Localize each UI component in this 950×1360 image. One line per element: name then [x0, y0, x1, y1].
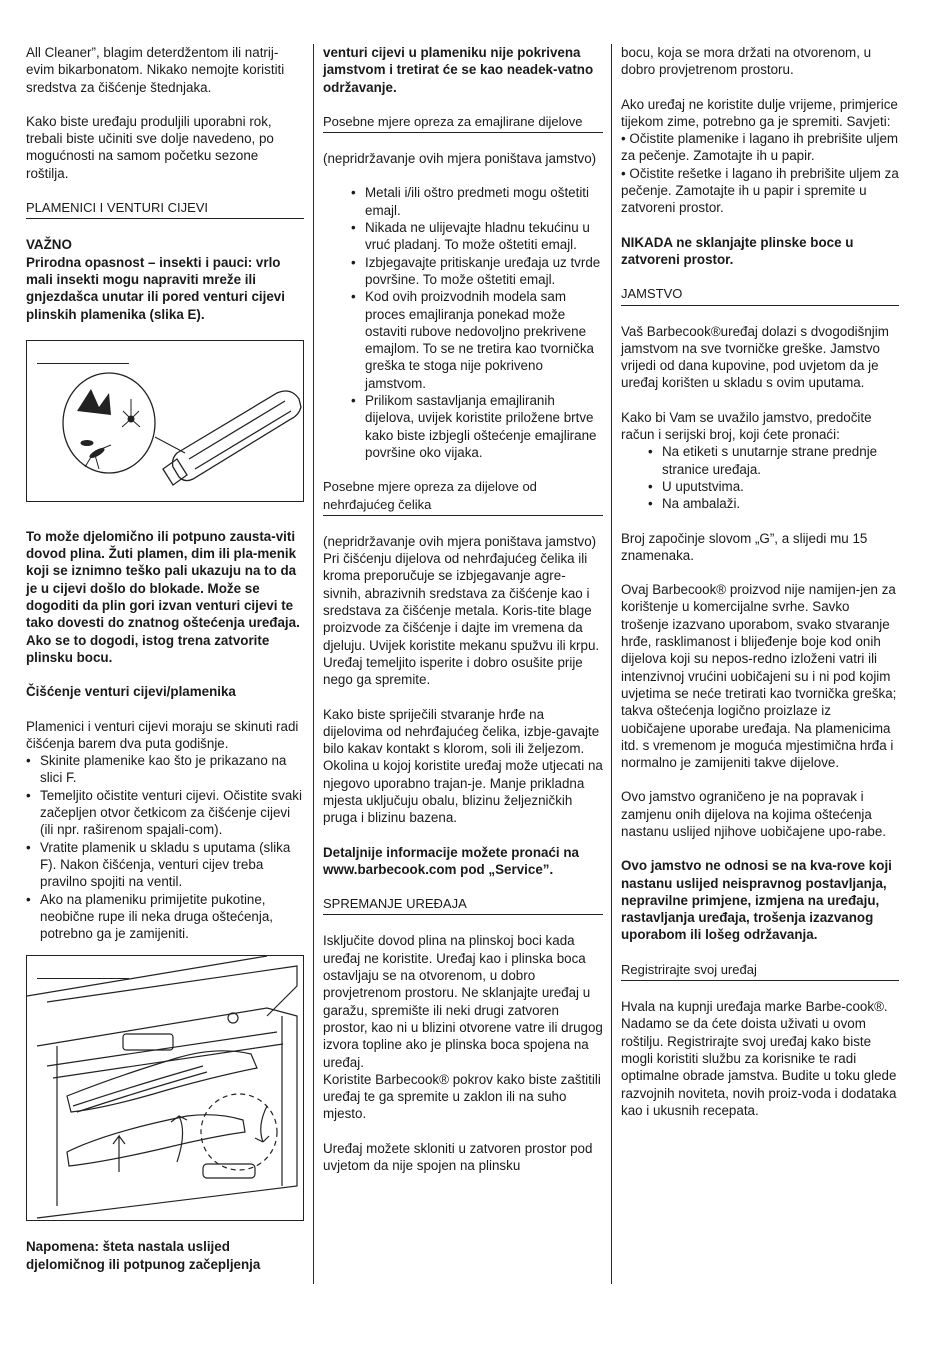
list-item: • Vratite plamenik u skladu s uputama (slika F). Nakon čišćenja, venturi cijev treba pravilno spojiti na ventil.: [26, 839, 304, 891]
important-label: VAŽNO: [26, 237, 72, 253]
cleaning-heading: Čišćenje venturi cijevi/plamenika: [26, 684, 236, 700]
list-item: • Nikada ne ulijevajte hladnu tekućinu u vruć pladanj. To može oštetiti emajl.: [323, 219, 603, 254]
burner-removal-illustration: [27, 956, 304, 1220]
storage-text-2: Uređaj možete skloniti u zatvoren prostor pod uvjetom da nije spojen na plinsku: [323, 1140, 593, 1174]
list-item: • Na etiketi s unutarnje strane prednje stranice uređaja.: [621, 443, 899, 478]
storage-text: Isključite dovod plina na plinskoj boci kada uređaj ne koristite. Uređaj kao i plinska boca ostavljaju se na otvorenom, u dobro provjetrenom prostoru. Ne sklanjajte uređaj u garažu, spremište ili neki drugi zatvoren prostor, kao ni u blizini otvorene vatre ili drugog izvora topline ako je plinska boca spojena na uređaj. Koristite Barbecook® pokrov kako biste zaštitili uređaj te ga spremite u zaklon ili na suho mjesto.: [323, 933, 603, 1122]
more-info-text: Detaljnije informacije možete pronaći na www.barbecook.com pod „Service”.: [323, 844, 579, 877]
mosquito-icon: [81, 440, 111, 469]
list-item: • Temeljito očistite venturi cijevi. Očistite svaki začepljen otvor četkicom za čišćenje cijevi (ili npr. raširenom spajali-com).: [26, 787, 304, 839]
list-item: • Metali i/ili oštro predmeti mogu oštetiti emajl.: [323, 184, 603, 219]
rust-text: Kako biste spriječili stvaranje hrđe na dijelovima od nehrđajućeg čelika, izbje-gavajte bilo kakav kontakt s klorom, soli ili željezom. Okolina u kojoj koristite uređaj može utjecati na njegovo uporabno trajan-je. Manje prikladna mjesta uključuju obalu, blizinu željezničkih pruga i blizinu bazena.: [323, 706, 603, 826]
enamel-note: (nepridržavanje ovih mjera poništava jamstvo): [323, 151, 597, 167]
list-item: • Skinite plamenike kao što je prikazano na slici F.: [26, 752, 304, 787]
paragraph: Kako biste uređaju produljili uporabni rok, trebali biste učiniti sve dolje navedeno, po mogućnosti na samom početku sezone roštilja.: [26, 113, 274, 181]
section-heading-storage: SPREMANJE UREĐAJA: [323, 895, 603, 915]
section-heading-register: Registrirajte svoj uređaj: [621, 961, 899, 981]
exclusions-text: Ovo jamstvo ne odnosi se na kva-rove koji nastanu uslijed neispravnog postavljanja, nepravilne primjene, izmjena na uređaju, rastavljanja uređaja, trošenja izazvanog uporabom ili lošeg održavanja.: [621, 858, 892, 943]
paragraph: bocu, koja se mora držati na otvorenom, u dobro provjetrenom prostoru.: [621, 45, 872, 78]
important-text: Prirodna opasnost – insekti i pauci: vrlo mali insekti mogu napraviti mreže ili gnjezdašca unutar ili pored venturi cijevi plinskih plamenika (slika E).: [26, 254, 285, 322]
column-3: [621, 44, 899, 1136]
cleaning-intro: Plamenici i venturi cijevi moraju se skinuti radi čišćenja barem dva puta godišnje.: [26, 718, 299, 751]
list-item: • Izbjegavajte pritiskanje uređaja uz tvrde površine. To može oštetiti emajl.: [323, 254, 603, 289]
list-item: • U uputstvima.: [621, 478, 899, 495]
limited-text: Ovo jamstvo ograničeno je na popravak i zamjenu onih dijelova na kojima oštećenja nastanu uslijed njihove uobičajene upo-rabe.: [621, 789, 887, 839]
claim-intro: Kako bi Vam se uvažilo jamstvo, predočite račun i serijski broj, koji ćete pronaći:: [621, 409, 872, 443]
column-2: [323, 44, 603, 1191]
paragraph: All Cleaner”, blagim deterdžentom ili natrij-evim bikarbonatom. Nikako nemojte koristiti sredstva za čišćenje štednjaka.: [26, 45, 285, 95]
column-divider-2: [611, 44, 612, 1284]
spider-icon: [122, 399, 140, 427]
list-item: • Prilikom sastavljanja emajliranih dijelova, uvijek koristite priložene brtve kako biste izbjegli oštećenje emajlirane površine oko vijaka.: [323, 392, 603, 461]
warning-text: To može djelomično ili potpuno zausta-viti dovod plina. Žuti plamen, dim ili pla-menik koji se iznimno teško pali ukazuju na to da je u cijevi došlo do blokade. Može se dogoditi da plin gori izvan venturi cijevi te tako dovesti do znatnog oštećenja uređaja. Ako se to dogodi, istog trena zatvorite plinsku bocu.: [26, 528, 300, 665]
column-1: [26, 44, 304, 1290]
figure-f-burner-removal: [26, 955, 304, 1221]
section-heading-warranty: JAMSTVO: [621, 285, 899, 305]
never-warning: NIKADA ne sklanjajte plinske boce u zatvoreni prostor.: [621, 234, 854, 267]
section-heading-burners: PLAMENICI I VENTURI CIJEVI: [26, 199, 304, 219]
steel-text: (nepridržavanje ovih mjera poništava jamstvo) Pri čišćenju dijelova od nehrđajućeg čelika ili kroma preporučuje se izbjegavanje agre-sivnih, abrazivnih sredstava za čišćenje kao i sredstava za čišćenje metala. Koris-tite blage proizvode za čišćenje i dajte im vremena da djeluju. Uvijek koristite mekanu spužvu ili krpu. Uređaj temeljito isperite i dobro osušite prije nego ga spremite.: [323, 533, 600, 688]
figure-e-insects: [26, 340, 304, 502]
cleaning-steps-list: [26, 752, 304, 942]
section-heading-steel: Posebne mjere opreza za dijelove od nehrđajućeg čelika: [323, 478, 603, 516]
list-item: • Kod ovih proizvodnih modela sam proces emajliranja ponekad može ostaviti rubove nedovoljno prekrivene emajlom. To se ne tretira kao tvornička greška te stoga nije pokriveno jamstvom.: [323, 288, 603, 392]
enamel-list: [323, 184, 603, 461]
not-commercial-text: Ovaj Barbecook® proizvod nije namijen-jen za korištenje u komercijalne svrhe. Savko trošenje izazvano uporabom, svako stvaranje hrđe, rasklimanost i blijeđenje boje kod onih dijelova koji su nepos-redno izloženi vatri ili intenzivnoj vrućini uobičajeni su i ni pod kojim uvjetima se neće tretirati kao tvornička greška; takva oštećenja logično proizlaze iz uobičajene uporabe uređaja. Na plamenicima itd. s vremenom je moguća mjestimična hrđa i normalno je zamijeniti takve dijelove.: [621, 582, 897, 771]
storage-tips: Ako uređaj ne koristite dulje vrijeme, primjerice tijekom zime, potrebno ga je spremiti. Savjeti: • Očistite plamenike i lagano ih prebrišite uljem za pečenje. Zamotajte ih u papir. • Očistite rešetke i lagano ih prebrišite uljem za pečenje. Zamotajte ih u papir i spremite u zatvoreni prostor.: [621, 96, 899, 216]
claim-locations-list: [621, 443, 899, 512]
serial-number-text: Broj započinje slovom „G”, a slijedi mu 15 znamenaka.: [621, 530, 868, 563]
list-item: • Na ambalaži.: [621, 495, 899, 512]
warranty-text: Vaš Barbecook®uređaj dolazi s dvogodišnjim jamstvom na sve tvorničke greške. Jamstvo vrijedi od dana kupovine, pod uvjetom da je uređaj korišten u skladu s ovim uputama.: [621, 323, 889, 391]
paragraph-bold: venturi cijevi u plameniku nije pokrivena jamstvom i tretirat će se kao neadek-vatno održavanje.: [323, 45, 594, 95]
burner-tube-drawing: [163, 391, 301, 485]
moth-icon: [77, 389, 111, 415]
insects-burner-illustration: [27, 341, 304, 501]
section-heading-enamel: Posebne mjere opreza za emajlirane dijelove: [323, 113, 603, 133]
list-item: • Ako na plameniku primijetite pukotine, neobične rupe ili neka druga oštećenja, potrebno ga je zamijeniti.: [26, 891, 304, 943]
note-text: Napomena: šteta nastala uslijed djelomičnog ili potpunog začepljenja: [26, 1239, 261, 1272]
column-divider-1: [313, 44, 314, 1284]
register-text: Hvala na kupnji uređaja marke Barbe-cook®. Nadamo se da ćete doista uživati u ovom roštilju. Registrirajte svoj uređaj kako biste mogli koristiti službu za korisnike te radi optimalne obrade jamstva. Budite u toku glede razvojnih noviteta, novih proiz-voda i dodataka kao i ukusnih recepata.: [621, 999, 897, 1118]
